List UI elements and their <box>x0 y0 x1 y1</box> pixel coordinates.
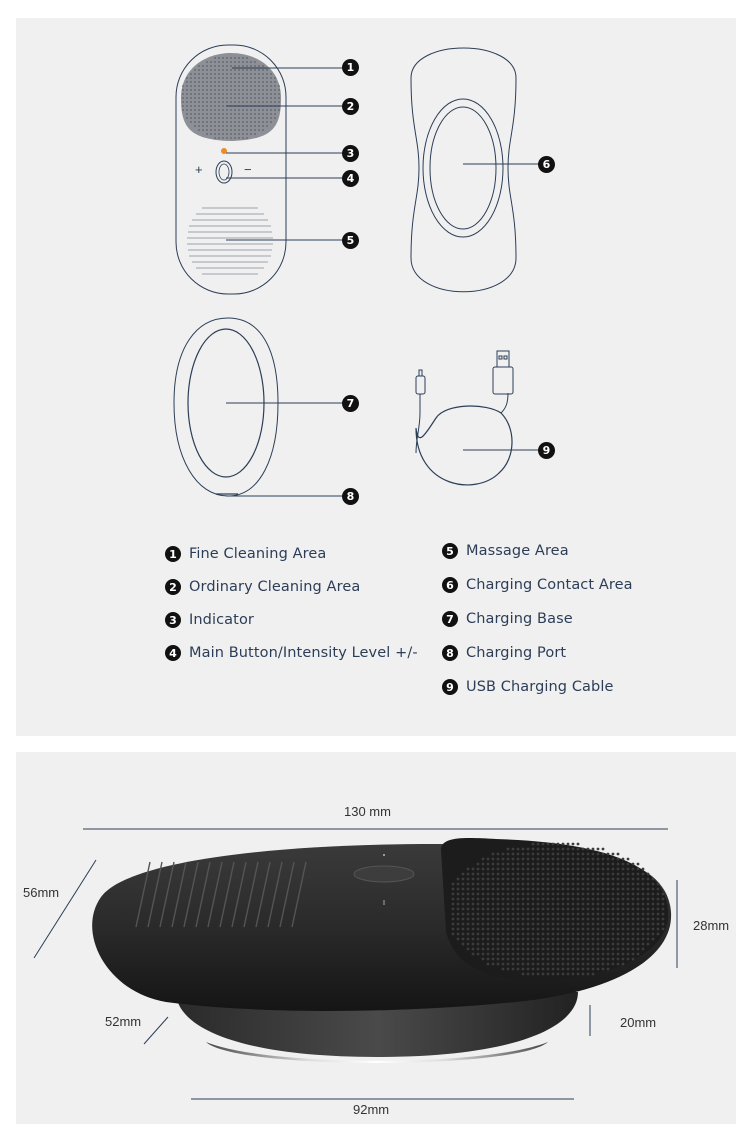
callout-2: 2 <box>342 98 359 115</box>
legend-item <box>442 574 633 596</box>
dim-base-height: 20mm <box>620 1015 657 1030</box>
callout-9: 9 <box>538 442 555 459</box>
dim-base-width: 92mm <box>353 1102 390 1117</box>
usb-cable <box>416 351 513 485</box>
dimensions-panel <box>16 752 736 1124</box>
legend-number: 6 <box>442 577 458 593</box>
legend-item <box>442 676 613 698</box>
callout-lines <box>226 68 539 496</box>
callout-6: 6 <box>538 156 555 173</box>
massage-ribs <box>187 208 273 274</box>
callout-4: 4 <box>342 170 359 187</box>
legend-item <box>165 576 360 598</box>
minus-label: − <box>244 162 252 177</box>
dim-height-right: 28mm <box>693 918 730 933</box>
dim-height-left: 56mm <box>23 885 60 900</box>
legend-label: Fine Cleaning Area <box>189 546 327 562</box>
legend-label: Ordinary Cleaning Area <box>189 579 361 595</box>
legend-item <box>442 642 566 664</box>
parts-diagram-panel <box>16 18 736 736</box>
callout-5: 5 <box>342 232 359 249</box>
legend-number: 1 <box>165 546 181 562</box>
legend-item <box>442 608 573 630</box>
legend-label: Massage Area <box>466 543 569 559</box>
dim-width: 130 mm <box>344 804 391 819</box>
legend-number: 9 <box>442 679 458 695</box>
charging-base <box>174 318 278 496</box>
legend-number: 8 <box>442 645 458 661</box>
legend-number: 5 <box>442 543 458 559</box>
callout-3: 3 <box>342 145 359 162</box>
device-back <box>411 48 516 292</box>
legend-number: 2 <box>165 579 181 595</box>
callout-8: 8 <box>342 488 359 505</box>
parts-diagram-svg <box>16 18 736 736</box>
device-body-photo <box>92 838 671 1011</box>
legend-item <box>165 609 254 631</box>
plus-label: + <box>195 162 203 177</box>
legend-item <box>165 543 326 565</box>
legend-label: Charging Contact Area <box>466 577 633 593</box>
legend-label: Main Button/Intensity Level +/- <box>189 645 418 661</box>
legend-label: USB Charging Cable <box>466 679 614 695</box>
legend-item <box>442 540 569 562</box>
callout-1: 1 <box>342 59 359 76</box>
legend-item <box>165 642 418 664</box>
dim-base-diameter: 52mm <box>105 1014 142 1029</box>
legend-label: Indicator <box>189 612 254 628</box>
callout-7: 7 <box>342 395 359 412</box>
device-front <box>176 45 286 294</box>
legend-number: 7 <box>442 611 458 627</box>
legend-label: Charging Port <box>466 645 567 661</box>
legend-number: 3 <box>165 612 181 628</box>
legend-label: Charging Base <box>466 611 573 627</box>
legend-number: 4 <box>165 645 181 661</box>
